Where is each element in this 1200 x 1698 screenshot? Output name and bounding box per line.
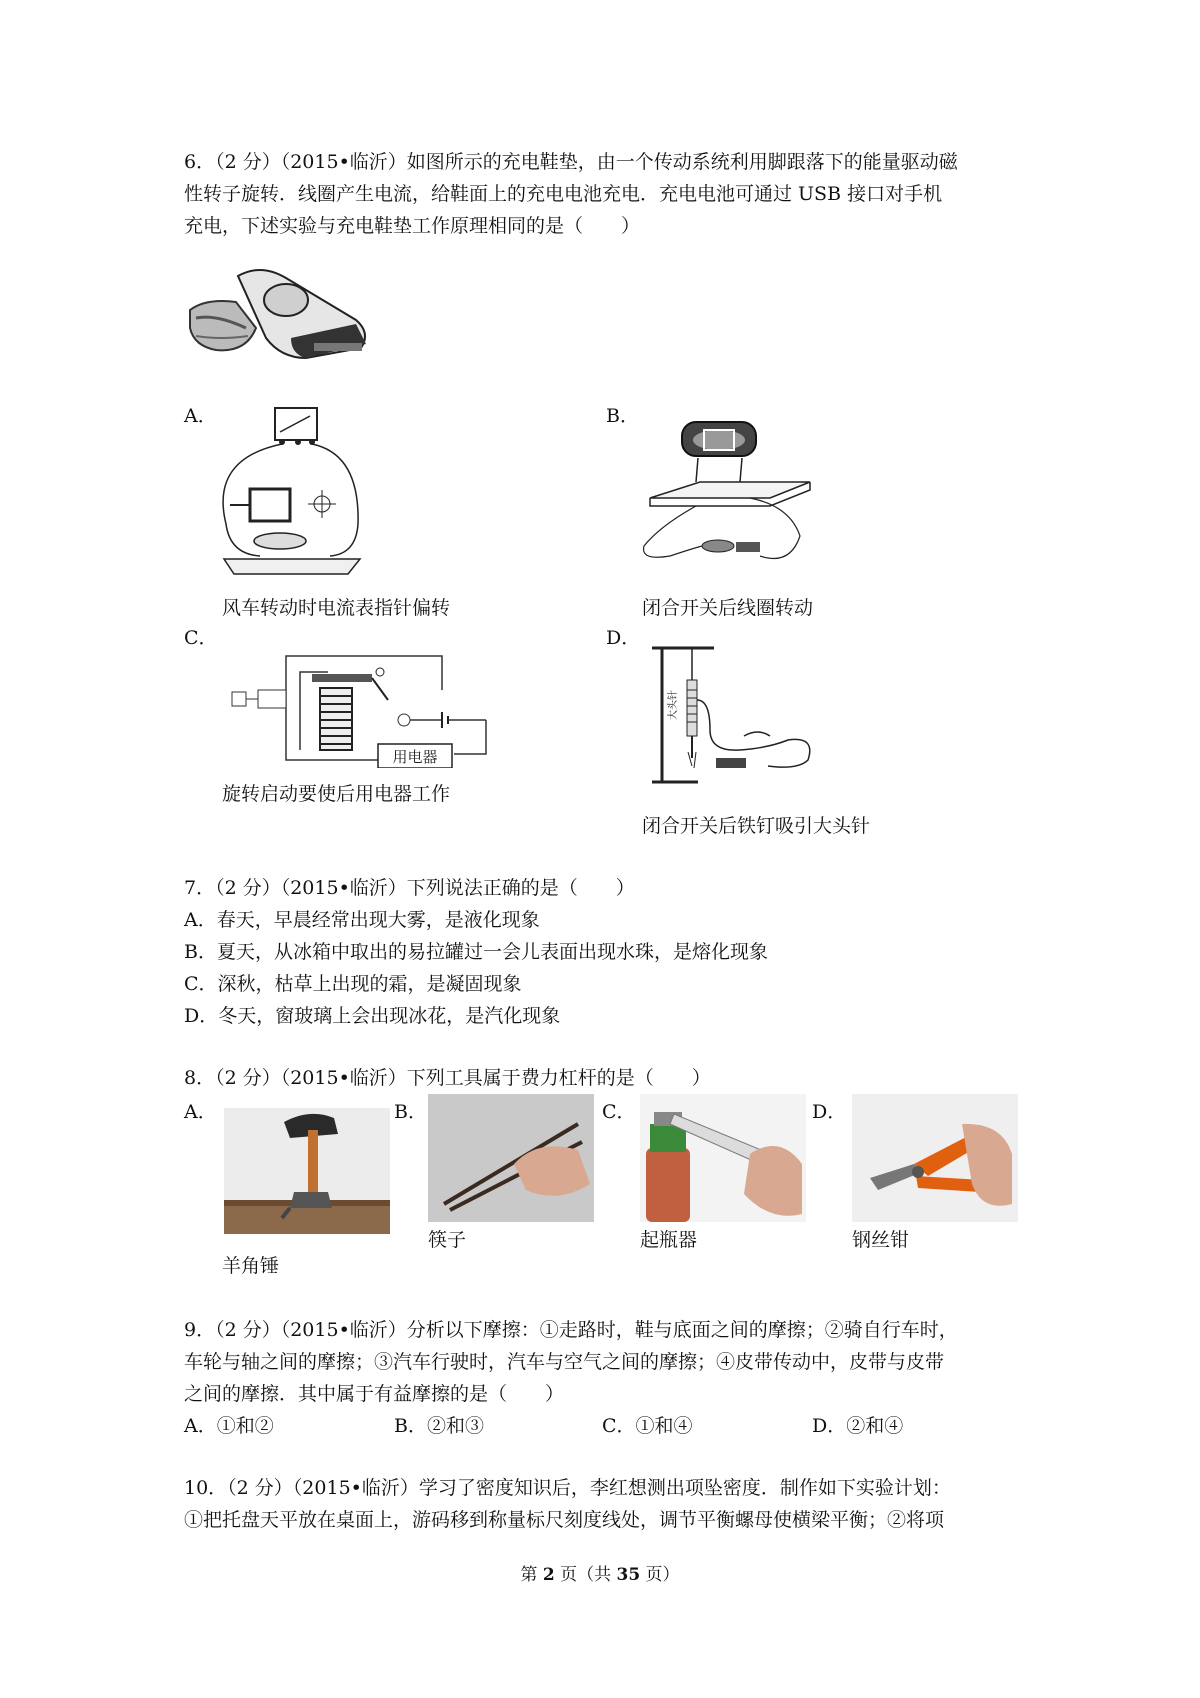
footer-total-pages: 35	[616, 1565, 641, 1585]
q9-option-b: B．②和③	[394, 1415, 484, 1437]
pliers-photo	[852, 1094, 1018, 1222]
q8-option-a-letter: A．	[184, 1101, 217, 1123]
footer-middle: 页（共	[554, 1565, 617, 1585]
electromagnet-diagram	[648, 640, 820, 786]
q8-option-b-letter: B．	[394, 1101, 427, 1123]
q8-option-c-letter: C．	[602, 1101, 636, 1123]
q7-option-c: C．深秋，枯草上出现的霜，是凝固现象	[184, 973, 522, 995]
q9-line-3: 之间的摩擦．其中属于有益摩擦的是（ ）	[184, 1383, 565, 1405]
q6-line-2: 性转子旋转．线圈产生电流，给鞋面上的充电电池充电．充电电池可通过 USB 接口对手机	[184, 183, 943, 205]
q8-option-a-caption: 羊角锤	[222, 1255, 280, 1277]
page-footer	[0, 1564, 1200, 1586]
q9-line-2: 车轮与轴之间的摩擦；③汽车行驶时，汽车与空气之间的摩擦；④皮带传动中，皮带与皮带	[184, 1351, 945, 1373]
bottle-opener-photo	[640, 1094, 806, 1222]
q6-option-b-caption: 闭合开关后线圈转动	[642, 597, 814, 619]
q6-option-d-letter: D．	[606, 627, 641, 649]
q9-option-c: C．①和④	[602, 1415, 693, 1437]
q9-option-d: D．②和④	[812, 1415, 904, 1437]
q8-stem: 8．（2 分）（2015•临沂）下列工具属于费力杠杆的是（ ）	[184, 1067, 711, 1089]
q6-option-b-letter: B．	[606, 405, 639, 427]
q6-option-c-letter: C．	[184, 627, 218, 649]
q6-line-1: 6．（2 分）（2015•临沂）如图所示的充电鞋垫，由一个传动系统利用脚跟落下的能量驱动磁	[184, 151, 958, 173]
chopsticks-photo	[428, 1094, 594, 1222]
q6-option-a-caption: 风车转动时电流表指针偏转	[222, 597, 451, 619]
q6-option-c-caption: 旋转启动要使后用电器工作	[222, 783, 451, 805]
q8-option-d-caption: 钢丝钳	[852, 1229, 910, 1251]
q10-line-1: 10．（2 分）（2015•临沂）学习了密度知识后，李红想测出项坠密度．制作如下实验计划：	[184, 1477, 951, 1499]
q8-option-c-caption: 起瓶器	[640, 1229, 698, 1251]
appliance-label: 用电器	[392, 748, 438, 766]
q7-option-b: B．夏天，从冰箱中取出的易拉罐过一会儿表面出现水珠，是熔化现象	[184, 941, 768, 963]
q8-option-d-letter: D．	[812, 1101, 847, 1123]
claw-hammer-photo	[224, 1108, 390, 1234]
q6-option-a-letter: A．	[184, 405, 217, 427]
q9-option-a: A．①和②	[184, 1415, 274, 1437]
q9-line-1: 9．（2 分）（2015•临沂）分析以下摩擦：①走路时，鞋与底面之间的摩擦；②骑自行车时，	[184, 1319, 958, 1341]
charging-insole-image	[186, 258, 396, 368]
windmill-ammeter-diagram	[220, 404, 370, 582]
q6-line-3: 充电，下述实验与充电鞋垫工作原理相同的是（ ）	[184, 215, 641, 237]
q10-line-2: ①把托盘天平放在桌面上，游码移到称量标尺刻度线处，调节平衡螺母使横梁平衡；②将项	[184, 1509, 945, 1531]
q8-option-b-caption: 筷子	[428, 1229, 467, 1251]
footer-suffix: 页）	[640, 1565, 680, 1585]
q6-option-d-caption: 闭合开关后铁钉吸引大头针	[642, 815, 871, 837]
pin-label: 大头针	[668, 690, 679, 720]
coil-motor-diagram	[640, 416, 826, 574]
q7-option-a: A．春天，早晨经常出现大雾，是液化现象	[184, 909, 540, 931]
relay-circuit-diagram	[228, 650, 490, 768]
footer-page-number: 2	[542, 1565, 555, 1585]
footer-prefix: 第	[520, 1565, 543, 1585]
q7-stem: 7．（2 分）（2015•临沂）下列说法正确的是（ ）	[184, 877, 635, 899]
q7-option-d: D．冬天，窗玻璃上会出现冰花，是汽化现象	[184, 1005, 561, 1027]
